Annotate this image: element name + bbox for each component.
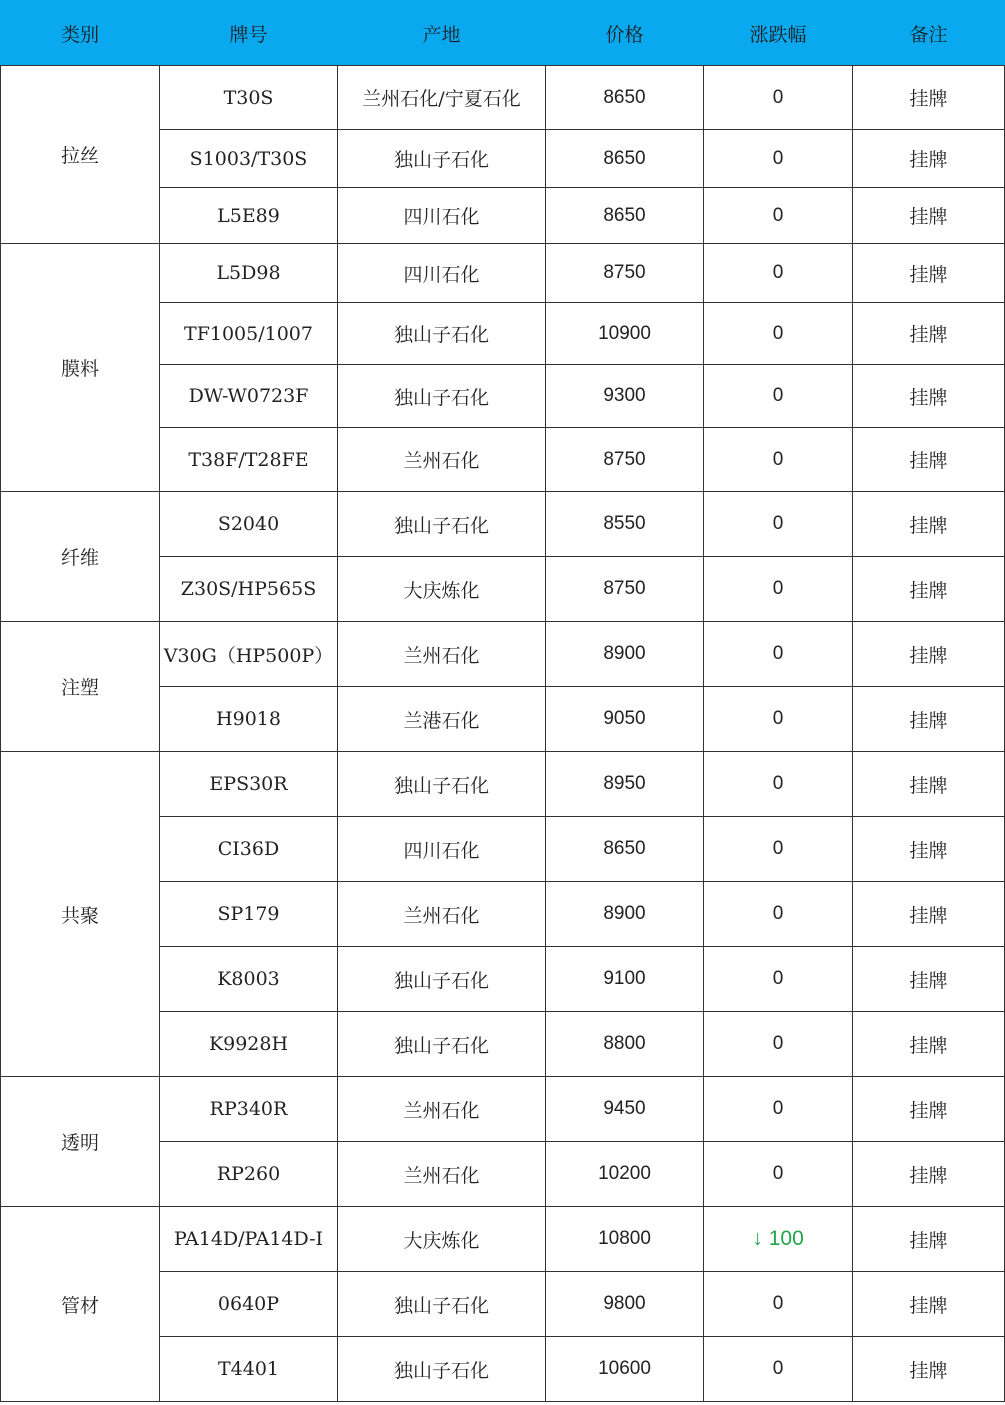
grade-cell: K8003: [160, 947, 338, 1012]
price-cell: 8650: [546, 130, 704, 188]
note-cell: 挂牌: [853, 303, 1005, 365]
origin-cell: 独山子石化: [338, 492, 546, 557]
header-row: [1, 1, 1005, 66]
change-cell: 0: [704, 1272, 853, 1337]
change-cell: [704, 1207, 853, 1272]
category-cell: 纤维: [1, 492, 160, 622]
grade-cell: DW-W0723F: [160, 365, 338, 428]
price-cell: 8750: [546, 244, 704, 303]
table-row: [1, 752, 1005, 817]
category-cell: 透明: [1, 1077, 160, 1207]
category-cell: 膜料: [1, 244, 160, 492]
price-cell: 9100: [546, 947, 704, 1012]
change-cell: 0: [704, 428, 853, 492]
change-cell: 0: [704, 66, 853, 130]
origin-cell: 大庆炼化: [338, 557, 546, 622]
grade-cell: V30G（HP500P）: [160, 622, 338, 687]
origin-cell: 兰港石化: [338, 687, 546, 752]
change-cell: 0: [704, 188, 853, 244]
col-header-price: 价格: [546, 1, 704, 66]
price-cell: 10200: [546, 1142, 704, 1207]
table-row: [1, 1077, 1005, 1142]
change-cell: 0: [704, 1142, 853, 1207]
change-cell: 0: [704, 752, 853, 817]
grade-cell: S1003/T30S: [160, 130, 338, 188]
origin-cell: 独山子石化: [338, 752, 546, 817]
change-cell: 0: [704, 817, 853, 882]
origin-cell: 兰州石化: [338, 622, 546, 687]
origin-cell: 四川石化: [338, 817, 546, 882]
table-row: [1, 622, 1005, 687]
price-cell: 8650: [546, 817, 704, 882]
change-cell: 0: [704, 687, 853, 752]
note-cell: 挂牌: [853, 947, 1005, 1012]
grade-cell: T30S: [160, 66, 338, 130]
change-value: 100: [768, 1227, 804, 1250]
note-cell: 挂牌: [853, 365, 1005, 428]
origin-cell: 独山子石化: [338, 1012, 546, 1077]
grade-cell: K9928H: [160, 1012, 338, 1077]
grade-cell: TF1005/1007: [160, 303, 338, 365]
origin-cell: 兰州石化/宁夏石化: [338, 66, 546, 130]
grade-cell: Z30S/HP565S: [160, 557, 338, 622]
col-header-note: 备注: [853, 1, 1005, 66]
note-cell: 挂牌: [853, 1207, 1005, 1272]
grade-cell: T4401: [160, 1337, 338, 1402]
price-cell: 9800: [546, 1272, 704, 1337]
origin-cell: 四川石化: [338, 244, 546, 303]
change-cell: 0: [704, 365, 853, 428]
note-cell: 挂牌: [853, 1142, 1005, 1207]
note-cell: 挂牌: [853, 882, 1005, 947]
grade-cell: RP260: [160, 1142, 338, 1207]
col-header-category: 类别: [1, 1, 160, 66]
change-cell: 0: [704, 1012, 853, 1077]
note-cell: 挂牌: [853, 1337, 1005, 1402]
change-cell: 0: [704, 882, 853, 947]
col-header-grade: 牌号: [160, 1, 338, 66]
change-cell: 0: [704, 1337, 853, 1402]
price-cell: 8950: [546, 752, 704, 817]
note-cell: 挂牌: [853, 1077, 1005, 1142]
origin-cell: 独山子石化: [338, 303, 546, 365]
note-cell: 挂牌: [853, 66, 1005, 130]
col-header-origin: 产地: [338, 1, 546, 66]
change-cell: 0: [704, 244, 853, 303]
change-cell: 0: [704, 303, 853, 365]
table-row: [1, 244, 1005, 303]
grade-cell: L5D98: [160, 244, 338, 303]
category-cell: 拉丝: [1, 66, 160, 244]
category-cell: 注塑: [1, 622, 160, 752]
category-cell: 共聚: [1, 752, 160, 1077]
grade-cell: S2040: [160, 492, 338, 557]
grade-cell: T38F/T28FE: [160, 428, 338, 492]
note-cell: 挂牌: [853, 687, 1005, 752]
price-cell: 8900: [546, 882, 704, 947]
origin-cell: 兰州石化: [338, 882, 546, 947]
note-cell: 挂牌: [853, 428, 1005, 492]
change-cell: 0: [704, 130, 853, 188]
grade-cell: EPS30R: [160, 752, 338, 817]
table-row: [1, 492, 1005, 557]
grade-cell: RP340R: [160, 1077, 338, 1142]
change-cell: 0: [704, 947, 853, 1012]
table-row: [1, 66, 1005, 130]
category-cell: 管材: [1, 1207, 160, 1402]
note-cell: 挂牌: [853, 130, 1005, 188]
note-cell: 挂牌: [853, 557, 1005, 622]
origin-cell: 兰州石化: [338, 428, 546, 492]
note-cell: 挂牌: [853, 1012, 1005, 1077]
grade-cell: PA14D/PA14D-I: [160, 1207, 338, 1272]
price-cell: 9450: [546, 1077, 704, 1142]
price-cell: 8750: [546, 557, 704, 622]
down-arrow-icon: ↓: [752, 1227, 763, 1250]
origin-cell: 独山子石化: [338, 1272, 546, 1337]
change-cell: 0: [704, 622, 853, 687]
change-cell: 0: [704, 492, 853, 557]
table-body: [1, 66, 1005, 1402]
price-cell: 9300: [546, 365, 704, 428]
grade-cell: 0640P: [160, 1272, 338, 1337]
grade-cell: L5E89: [160, 188, 338, 244]
price-cell: 8550: [546, 492, 704, 557]
origin-cell: 兰州石化: [338, 1077, 546, 1142]
price-cell: 8650: [546, 66, 704, 130]
price-cell: 10900: [546, 303, 704, 365]
note-cell: 挂牌: [853, 622, 1005, 687]
price-cell: 8900: [546, 622, 704, 687]
note-cell: 挂牌: [853, 752, 1005, 817]
price-cell: 9050: [546, 687, 704, 752]
change-cell: 0: [704, 557, 853, 622]
grade-cell: SP179: [160, 882, 338, 947]
origin-cell: 大庆炼化: [338, 1207, 546, 1272]
origin-cell: 独山子石化: [338, 947, 546, 1012]
note-cell: 挂牌: [853, 492, 1005, 557]
origin-cell: 独山子石化: [338, 130, 546, 188]
origin-cell: 兰州石化: [338, 1142, 546, 1207]
note-cell: 挂牌: [853, 188, 1005, 244]
origin-cell: 四川石化: [338, 188, 546, 244]
note-cell: 挂牌: [853, 1272, 1005, 1337]
table-row: [1, 1207, 1005, 1272]
price-cell: 8750: [546, 428, 704, 492]
grade-cell: H9018: [160, 687, 338, 752]
note-cell: 挂牌: [853, 244, 1005, 303]
price-cell: 10600: [546, 1337, 704, 1402]
grade-cell: CI36D: [160, 817, 338, 882]
note-cell: 挂牌: [853, 817, 1005, 882]
price-cell: 8800: [546, 1012, 704, 1077]
col-header-change: 涨跌幅: [704, 1, 853, 66]
origin-cell: 独山子石化: [338, 1337, 546, 1402]
change-cell: 0: [704, 1077, 853, 1142]
price-cell: 8650: [546, 188, 704, 244]
origin-cell: 独山子石化: [338, 365, 546, 428]
price-cell: 10800: [546, 1207, 704, 1272]
